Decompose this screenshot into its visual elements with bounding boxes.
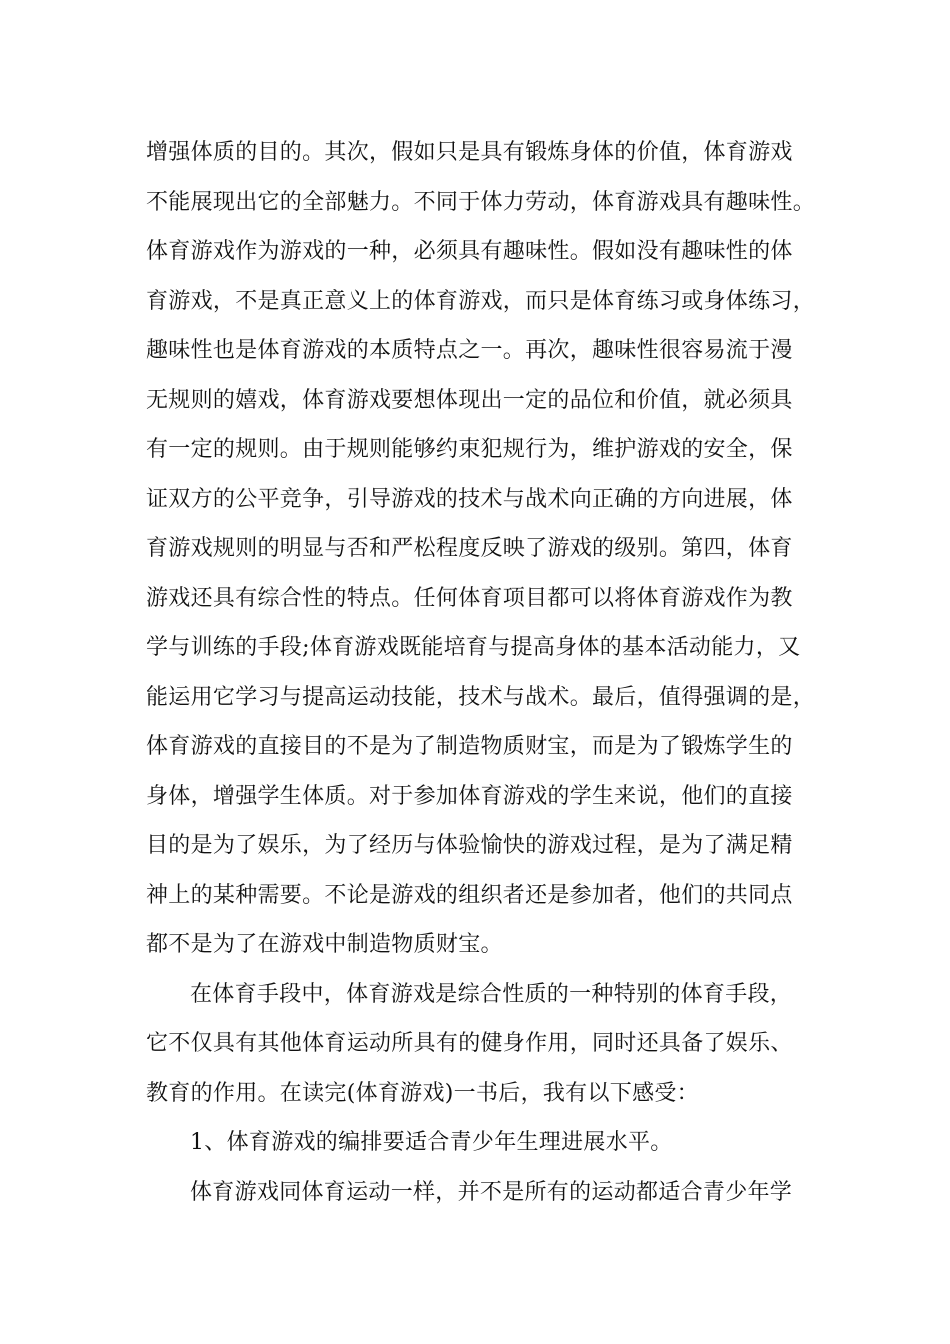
text-line: 增强体质的目的。其次，假如只是具有锻炼身体的价值，体育游戏 [146,140,793,165]
text-line: 能运用它学习与提高运动技能，技术与战术。最后，值得强调的是， [146,684,816,710]
text-line: 育游戏规则的明显与否和严松程度反映了游戏的级别。第四，体育 [146,536,793,561]
text-line: 游戏还具有综合性的特点。任何体育项目都可以将体育游戏作为教 [146,585,793,611]
text-line: 体育游戏的直接目的不是为了制造物质财宝，而是为了锻炼学生的 [146,734,793,759]
text-line: 神上的某种需要。不论是游戏的组织者还是参加者，他们的共同点 [146,882,793,908]
text-line: 育游戏，不是真正意义上的体育游戏，而只是体育练习或身体练习， [146,288,816,314]
text-line: 目的是为了娱乐，为了经历与体验愉快的游戏过程，是为了满足精 [146,833,793,858]
text-line: 体育游戏作为游戏的一种，必须具有趣味性。假如没有趣味性的体 [146,239,793,264]
text-line: 1、体育游戏的编排要适合青少年生理进展水平。 [190,1130,673,1155]
text-line: 证双方的公平竞争，引导游戏的技术与战术向正确的方向进展，体 [146,486,793,512]
body-text [146,128,826,1217]
text-line: 无规则的嬉戏，体育游戏要想体现出一定的品位和价值，就必须具 [146,387,793,413]
text-line: 身体，增强学生体质。对于参加体育游戏的学生来说，他们的直接 [146,783,793,809]
text-line: 不能展现出它的全部魅力。不同于体力劳动，体育游戏具有趣味性。 [146,189,816,215]
text-line: 趣味性也是体育游戏的本质特点之一。再次，趣味性很容易流于漫 [146,338,793,363]
text-line: 有一定的规则。由于规则能够约束犯规行为，维护游戏的安全，保 [146,437,793,462]
text-line: 教育的作用。在读完(体育游戏)一书后，我有以下感受： [146,1080,699,1106]
text-line: 在体育手段中，体育游戏是综合性质的一种特别的体育手段， [190,981,793,1007]
text-line: 体育游戏同体育运动一样，并不是所有的运动都适合青少年学 [190,1179,793,1205]
text-line: 它不仅具有其他体育运动所具有的健身作用，同时还具备了娱乐、 [146,1031,793,1056]
text-line: 都不是为了在游戏中制造物质财宝。 [146,932,503,957]
text-line: 学与训练的手段;体育游戏既能培育与提高身体的基本活动能力，又 [146,635,801,660]
